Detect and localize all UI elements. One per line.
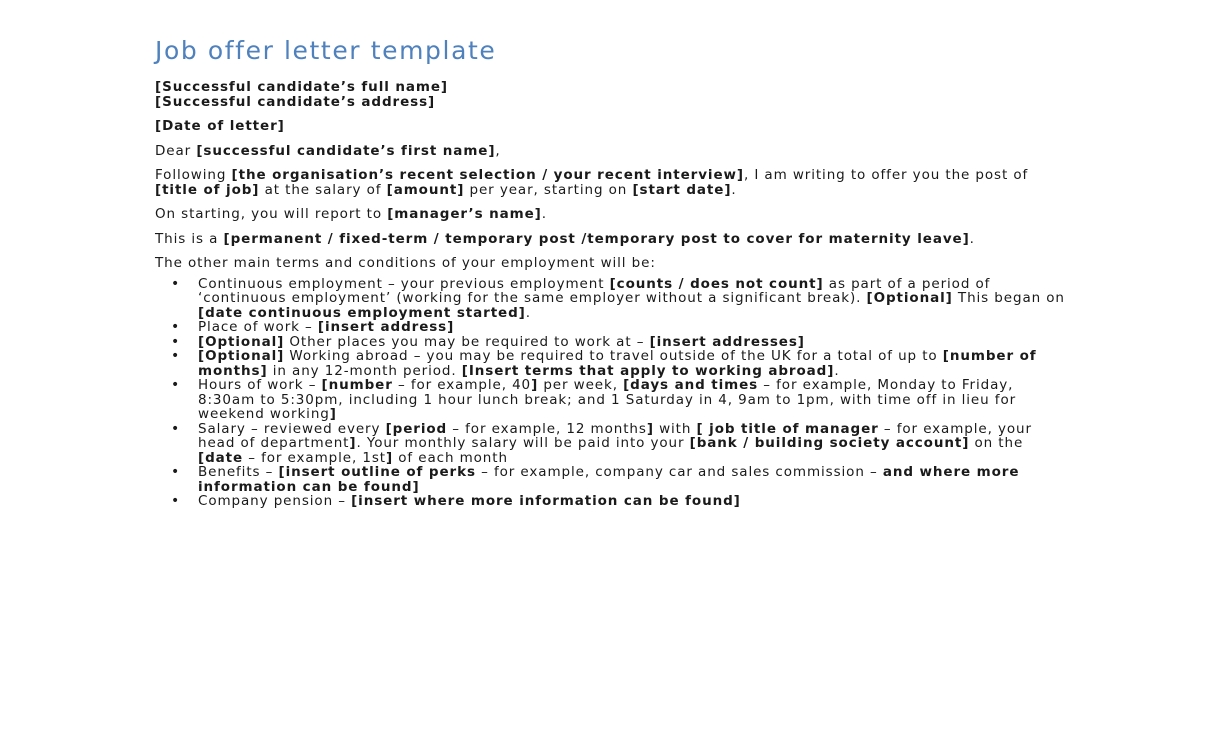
letter-body bbox=[155, 36, 1065, 509]
term-continuous-employment: • Continuous employment – your previous employment [counts / does not count] as part of a period of ‘continuous employment’ (working for the same employer without a significant break). [Optional] This began on [date continuous employment started]. bbox=[155, 277, 1065, 321]
terms-list bbox=[155, 277, 1065, 509]
term-salary: • Salary – reviewed every [period – for example, 12 months] with [ job title of manager – for example, your head of department]. Your monthly salary will be paid into your [bank / building society account] on the [date – for example, 1st] of each month bbox=[155, 422, 1065, 466]
term-hours-of-work: • Hours of work – [number – for example, 40] per week, [days and times – for example, Monday to Friday, 8:30am to 5:30pm, including 1 hour lunch break; and 1 Saturday in 4, 9am to 1pm, with time off in lieu for weekend working] bbox=[155, 378, 1065, 422]
term-other-places: • [Optional] Other places you may be required to work at – [insert addresses] bbox=[155, 335, 1065, 350]
greeting: Dear [successful candidate’s first name], bbox=[155, 142, 501, 159]
page-title: Job offer letter template bbox=[155, 36, 497, 65]
report-paragraph: On starting, you will report to [manager’s name]. bbox=[155, 206, 547, 222]
term-benefits: • Benefits – [insert outline of perks – for example, company car and sales commission – and where more information can be found] bbox=[155, 465, 1065, 494]
terms-intro: The other main terms and conditions of your employment will be: bbox=[155, 255, 656, 271]
letter-date: [Date of letter] bbox=[155, 118, 285, 134]
candidate-address: [Successful candidate’s address] bbox=[155, 93, 436, 110]
candidate-full-name: [Successful candidate’s full name] bbox=[155, 79, 448, 95]
post-type-paragraph: This is a [permanent / fixed-term / temporary post /temporary post to cover for maternity leave]. bbox=[155, 230, 975, 247]
term-place-of-work: • Place of work – [insert address] bbox=[155, 320, 1065, 335]
term-company-pension: • Company pension – [insert where more information can be found] bbox=[155, 494, 1065, 509]
offer-paragraph: Following [the organisation’s recent selection / your recent interview], I am writing to offer you the post of [title of job] at the salary of [amount] per year, starting on [start date]. bbox=[155, 167, 1029, 198]
term-working-abroad: • [Optional] Working abroad – you may be required to travel outside of the UK for a total of up to [number of months] in any 12-month period. [Insert terms that apply to working abroad]. bbox=[155, 349, 1065, 378]
